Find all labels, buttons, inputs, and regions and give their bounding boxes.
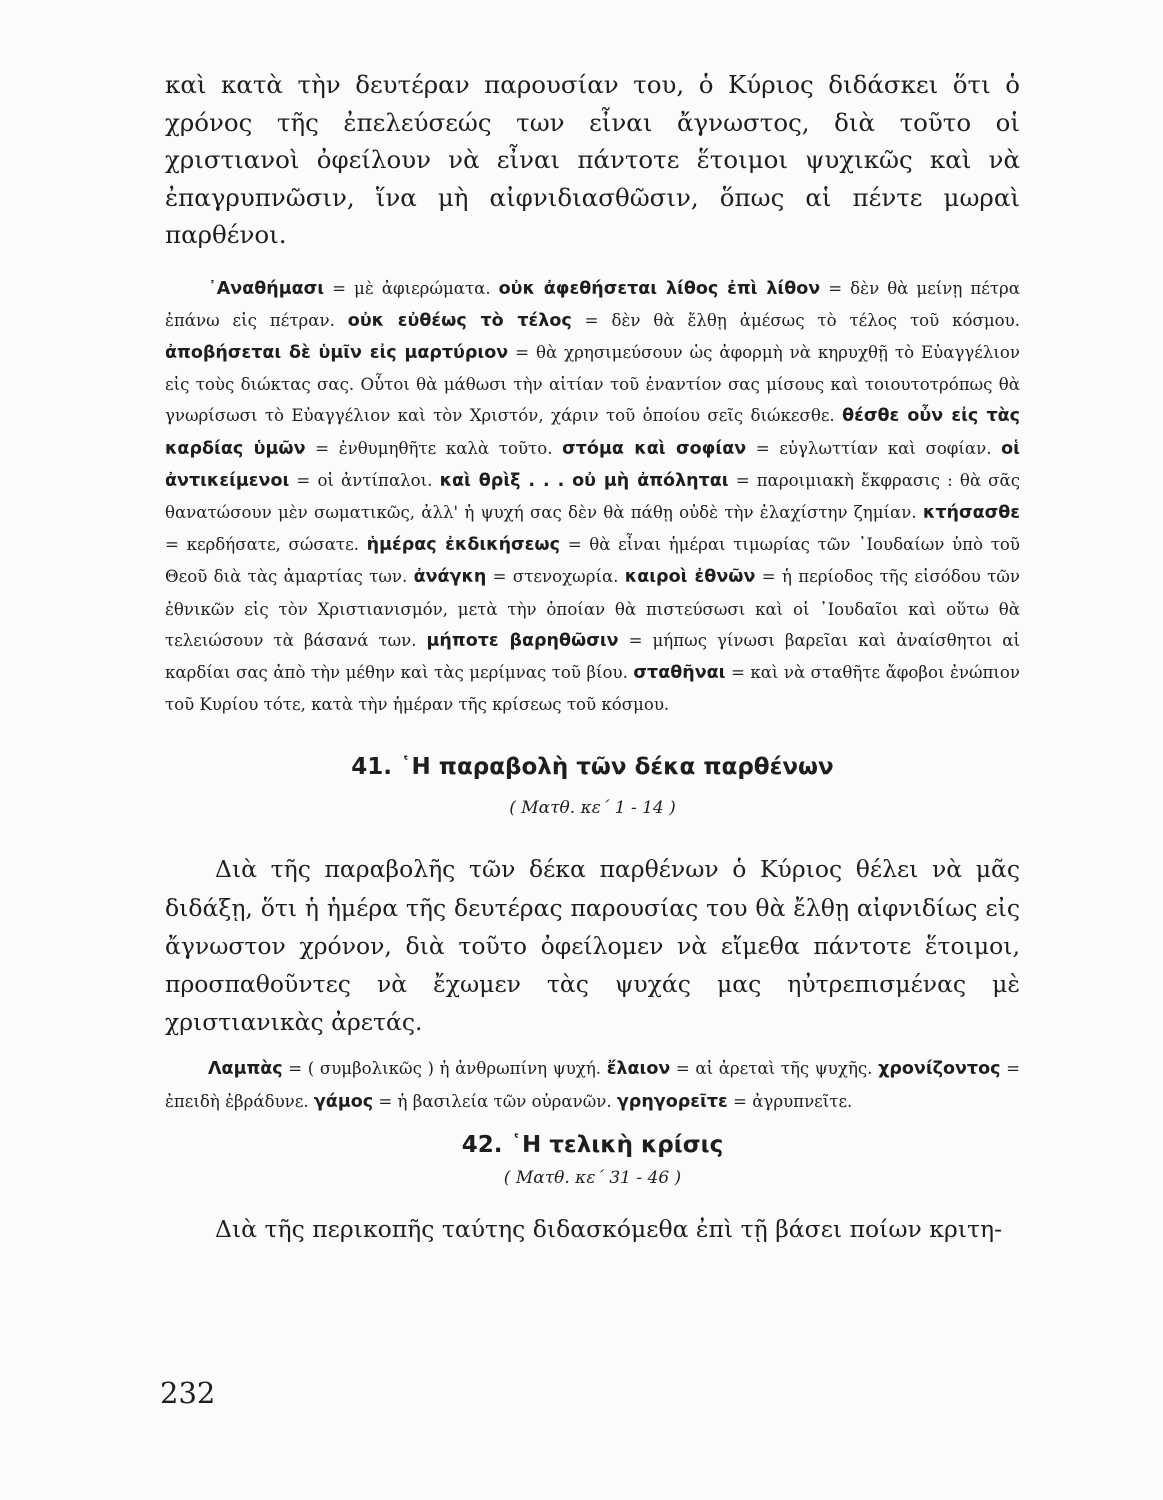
glossary-term: χρονίζοντος (878, 1059, 1001, 1080)
glossary-term: μήποτε βαρηθῶσιν (426, 630, 619, 651)
glossary-definition: = θὰ χρησιμεύσουν ὡς ἀφορμὴ νὰ κηρυχθῇ τὸ Εὐαγγέλιον εἰς τοὺς διώκτας σας. Οὗτοι θὰ μάθωσι τὴν αἰτίαν τοῦ ἐναντίον σας μίσους καὶ τοιουτοτρόπως θὰ γνωρίσωσι τὸ Εὐαγγέλιον καὶ τὸν Χριστόν, χάριν τοῦ ὁποίου σεῖς διώκεσθε. (165, 342, 1020, 426)
section-41-reference: ( Ματθ. κε΄ 1 - 14 ) (509, 798, 676, 819)
glossary-definition: = ἐνθυμηθῆτε καλὰ τοῦτο. (305, 438, 563, 458)
glossary-definition: = αἱ ἀρεταὶ τῆς ψυχῆς. (670, 1059, 879, 1079)
section-42-body: Διὰ τῆς περικοπῆς ταύτης διδασκόμεθα ἐπὶ τῇ βάσει ποίων κριτη- (215, 1214, 1003, 1243)
page-number: 232 (160, 1376, 216, 1410)
glossary-passage (165, 273, 1020, 721)
glossary-definition: = παροιμιακὴ ἔκφρασις : θὰ σᾶς θανατώσουν μὲν σωματικῶς, ἀλλ' ἡ ψυχή σας δὲν θὰ πάθῃ οὐδὲ τὴν ἐλαχίστην ζημίαν. (165, 470, 1020, 522)
glossary-term: κτήσασθε (922, 502, 1020, 523)
glossary-term: θέσθε οὖν εἰς τὰς καρδίας ὑμῶν (165, 406, 1021, 459)
glossary-definition: = ἐπειδὴ ἐβράδυνε. (165, 1059, 1021, 1111)
glossary-term: ἔλαιον (606, 1059, 671, 1080)
glossary-term: καιροὶ ἐθνῶν (624, 567, 756, 588)
section-42-title: 42. ῾Η τελικὴ κρίσις (461, 1131, 724, 1158)
glossary-term: γάμος (313, 1091, 374, 1112)
glossary-definition: = ( συμβολικῶς ) ἡ ἀνθρωπίνη ψυχή. (282, 1059, 607, 1079)
glossary-term: ἀνάγκη (413, 567, 487, 588)
glossary-term: σταθῆναι (633, 662, 726, 683)
glossary-definition: = κερδήσατε, σώσατε. (165, 535, 367, 555)
glossary-definition: = ἡ περίοδος τῆς εἰσόδου τῶν ἐθνικῶν εἰς τὸν Χριστιανισμόν, μετὰ τὴν ὁποίαν θὰ πιστεύσωσι καὶ οἱ ᾿Ιουδαῖοι καὶ οὕτω θὰ τελειώσουν τὰ βάσανά των. (165, 567, 1020, 650)
section-41-glossary (165, 1053, 1020, 1117)
intro-paragraph: καὶ κατὰ τὴν δευτέραν παρουσίαν του, ὁ Κύριος διδάσκει ὅτι ὁ χρόνος τῆς ἐπελεύσεώς των εἶναι ἄγνωστος, διὰ τοῦτο οἱ χριστιανοὶ ὀφείλουν νὰ εἶναι πάντοτε ἕτοιμοι ψυχικῶς καὶ νὰ ἐπαγρυπνῶσιν, ἵνα μὴ αἰφνιδιασθῶσιν, ὅπως αἱ πέντε μωραὶ παρθένοι. (165, 70, 1020, 249)
glossary-definition: = δὲν θὰ μείνῃ πέτρα ἐπάνω εἰς πέτραν. (165, 278, 1021, 330)
glossary-term: οὐκ εὐθέως τὸ τέλος (347, 310, 572, 331)
glossary-term: ἀποβήσεται δὲ ὑμῖν εἰς μαρτύριον (165, 342, 509, 363)
glossary-definition: = μὲ ἀφιερώματα. (324, 278, 499, 298)
page-content (165, 66, 1020, 1248)
glossary-definition: = ἡ βασιλεία τῶν οὐρανῶν. (373, 1091, 617, 1111)
glossary-term: Λαμπὰς (208, 1059, 283, 1080)
glossary-definition: = καὶ νὰ σταθῆτε ἄφοβοι ἐνώπιον τοῦ Κυρίου τότε, κατὰ τὴν ἡμέραν τῆς κρίσεως τοῦ κόσμου. (165, 662, 1020, 715)
glossary-definition: = εὐγλωττίαν καὶ σοφίαν. (746, 438, 1002, 458)
glossary-term: οὐκ ἀφεθήσεται λίθος ἐπὶ λίθον (498, 278, 821, 299)
glossary-term: οἱ ἀντικείμενοι (165, 438, 1020, 491)
glossary-term: ᾿Αναθήμασι (208, 278, 325, 299)
section-41-body: Διὰ τῆς παραβολῆς τῶν δέκα παρθένων ὁ Κύριος θέλει νὰ μᾶς διδάξῃ, ὅτι ἡ ἡμέρα τῆς δευτέρας παρουσίας του θὰ ἔλθῃ αἰφνιδίως εἰς ἄγνωστον χρόνον, διὰ τοῦτο ὀφείλομεν νὰ εἴμεθα πάντοτε ἕτοιμοι, προσπαθοῦντες νὰ ἔχωμεν τὰς ψυχάς μας ηὐτρεπισμένας μὲ χριστιανικὰς ἀρετάς. (165, 855, 1020, 1037)
glossary-definition: = στενοχωρία. (486, 567, 625, 587)
glossary-definition: = οἱ ἀντίπαλοι. (289, 470, 440, 490)
glossary-term: γρηγορεῖτε (616, 1091, 728, 1112)
section-42-reference: ( Ματθ. κε΄ 31 - 46 ) (503, 1167, 682, 1188)
glossary-definition: = δὲν θὰ ἔλθῃ ἀμέσως τὸ τέλος τοῦ κόσμου. (571, 310, 1020, 330)
glossary-term: καὶ θρὶξ . . . οὐ μὴ ἀπόληται (439, 470, 729, 491)
section-41-title: 41. ῾Η παραβολὴ τῶν δέκα παρθένων (351, 754, 834, 781)
glossary-definition: = μήπως γίνωσι βαρεῖαι καὶ ἀναίσθητοι αἱ καρδίαι σας ἀπὸ τὴν μέθην καὶ τὰς μερίμνας τοῦ βίου. (165, 630, 1020, 682)
glossary-definition: = θὰ εἶναι ἡμέραι τιμωρίας τῶν ᾿Ιουδαίων ὑπὸ τοῦ Θεοῦ διὰ τὰς ἁμαρτίας των. (165, 535, 1020, 587)
glossary-term: ἡμέρας ἐκδικήσεως (366, 535, 561, 556)
glossary-term: στόμα καὶ σοφίαν (562, 438, 747, 459)
glossary-definition: = ἀγρυπνεῖτε. (727, 1091, 853, 1111)
